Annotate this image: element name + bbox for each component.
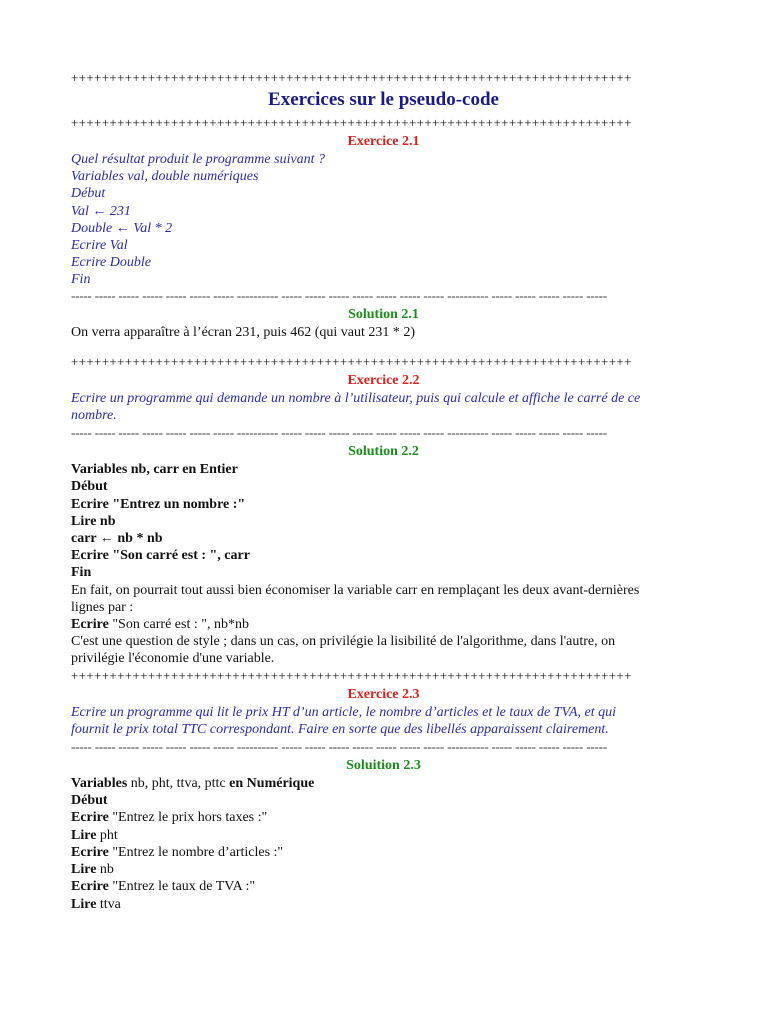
statement-line: Ecrire un programme qui demande un nombre à l’utilisateur, puis qui calcule et affiche le carré de ce xyxy=(71,390,641,406)
dash-separator: ----- ----- ----- ----- ----- ----- ----- ---------- ----- ----- ----- ----- ----- ----- ----- ---------- ----- ----- ----- ----- ----- xyxy=(71,426,607,440)
exercise-2-3-statement xyxy=(71,704,696,738)
statement-line: Ecrire un programme qui lit le prix HT d’un article, le nombre d’articles et le taux de TVA, et qui xyxy=(71,704,617,720)
plus-separator: +++++++++++++++++++++++++++++++++++++++++++++++++++++++++++++++++++++++++ xyxy=(71,70,632,85)
code-line xyxy=(71,827,696,844)
statement-line: Variables val, double numériques xyxy=(71,169,259,185)
remark-line: C'est une question de style ; dans un cas, on privilégie la lisibilité de l'algorithme, dans l'autre, on xyxy=(71,634,616,650)
code-argument: "Entrez le taux de TVA :" xyxy=(108,879,256,895)
code-argument: "Son carré est : ", nb*nb xyxy=(108,617,249,633)
exercise-2-3-heading: Exercice 2.3 xyxy=(347,686,420,702)
code-keyword: Ecrire xyxy=(71,810,109,826)
code-keyword: Lire xyxy=(71,862,97,878)
code-line: Fin xyxy=(71,565,92,581)
statement-line: Quel résultat produit le programme suivant ? xyxy=(71,152,326,167)
code-keyword: Lire xyxy=(71,896,97,912)
code-line: carr ← nb * nb xyxy=(71,531,163,547)
code-line: Lire nb xyxy=(71,513,116,529)
solution-2-1-text: On verra apparaître à l’écran 231, puis 462 (qui vaut 231 * 2) xyxy=(71,324,416,340)
exercise-2-2-heading: Exercice 2.2 xyxy=(347,372,420,388)
code-keyword: en Numérique xyxy=(229,776,315,792)
statement-line: Val ← 231 xyxy=(71,203,131,219)
remark-line: lignes par : xyxy=(71,599,134,615)
code-argument: "Entrez le prix hors taxes :" xyxy=(108,810,268,826)
remark-line: privilégie l'économie d'une variable. xyxy=(71,651,275,667)
code-argument: ttva xyxy=(96,896,121,912)
code-argument: "Entrez le nombre d’articles :" xyxy=(108,844,284,860)
code-line xyxy=(71,844,696,861)
code-line xyxy=(71,896,696,913)
remark-line: En fait, on pourrait tout aussi bien économiser la variable carr en remplaçant les deux avant-dernières xyxy=(71,582,640,598)
code-keyword: Ecrire xyxy=(71,617,109,633)
code-line xyxy=(71,775,696,792)
code-line xyxy=(71,809,696,826)
exercise-2-1-heading: Exercice 2.1 xyxy=(347,134,420,149)
code-keyword: Ecrire xyxy=(71,844,109,860)
statement-line: Fin xyxy=(71,272,91,288)
code-keyword: Variables xyxy=(71,776,128,792)
code-line: Début xyxy=(71,479,108,495)
plus-separator: +++++++++++++++++++++++++++++++++++++++++++++++++++++++++++++++++++++++++ xyxy=(71,353,632,369)
plus-separator: +++++++++++++++++++++++++++++++++++++++++++++++++++++++++++++++++++++++++ xyxy=(71,115,632,130)
alternative-code-line xyxy=(71,616,696,633)
statement-line: Ecrire Val xyxy=(71,238,128,254)
code-line xyxy=(71,861,696,878)
plus-separator: +++++++++++++++++++++++++++++++++++++++++++++++++++++++++++++++++++++++++ xyxy=(71,667,632,683)
page-title: Exercices sur le pseudo-code xyxy=(268,89,499,110)
statement-line: fournit le prix total TTC correspondant. Faire en sorte que des libellés apparaissent clairement. xyxy=(71,721,609,737)
code-argument: pht xyxy=(96,827,118,843)
document-content xyxy=(71,70,696,913)
code-keyword: Lire xyxy=(71,827,97,843)
dash-separator: ----- ----- ----- ----- ----- ----- ----- ---------- ----- ----- ----- ----- ----- ----- ----- ---------- ----- ----- ----- ----- ----- xyxy=(71,740,607,754)
solution-2-2-heading: Solution 2.2 xyxy=(348,444,419,460)
code-line: Début xyxy=(71,793,108,809)
code-line: Ecrire "Entrez un nombre :" xyxy=(71,496,246,512)
code-keyword: Ecrire xyxy=(71,879,109,895)
code-line: Ecrire "Son carré est : ", carr xyxy=(71,548,250,564)
statement-line: Double ← Val * 2 xyxy=(71,220,173,236)
statement-line: Ecrire Double xyxy=(71,255,151,271)
code-argument: nb, pht, ttva, pttc xyxy=(127,776,230,792)
solution-2-3-heading: Soluition 2.3 xyxy=(346,758,421,774)
solution-2-1-heading: Solution 2.1 xyxy=(348,306,419,322)
solution-2-2-code xyxy=(71,461,696,581)
statement-line: nombre. xyxy=(71,408,117,424)
code-line: Variables nb, carr en Entier xyxy=(71,462,238,478)
statement-line: Début xyxy=(71,186,106,202)
exercise-2-1-statement xyxy=(71,151,696,289)
code-argument: nb xyxy=(96,862,114,878)
code-line xyxy=(71,878,696,895)
dash-separator: ----- ----- ----- ----- ----- ----- ----- ---------- ----- ----- ----- ----- ----- ----- ----- ---------- ----- ----- ----- ----- ----- xyxy=(71,288,607,302)
solution-2-3-code xyxy=(71,775,696,913)
exercise-2-2-statement xyxy=(71,390,696,424)
